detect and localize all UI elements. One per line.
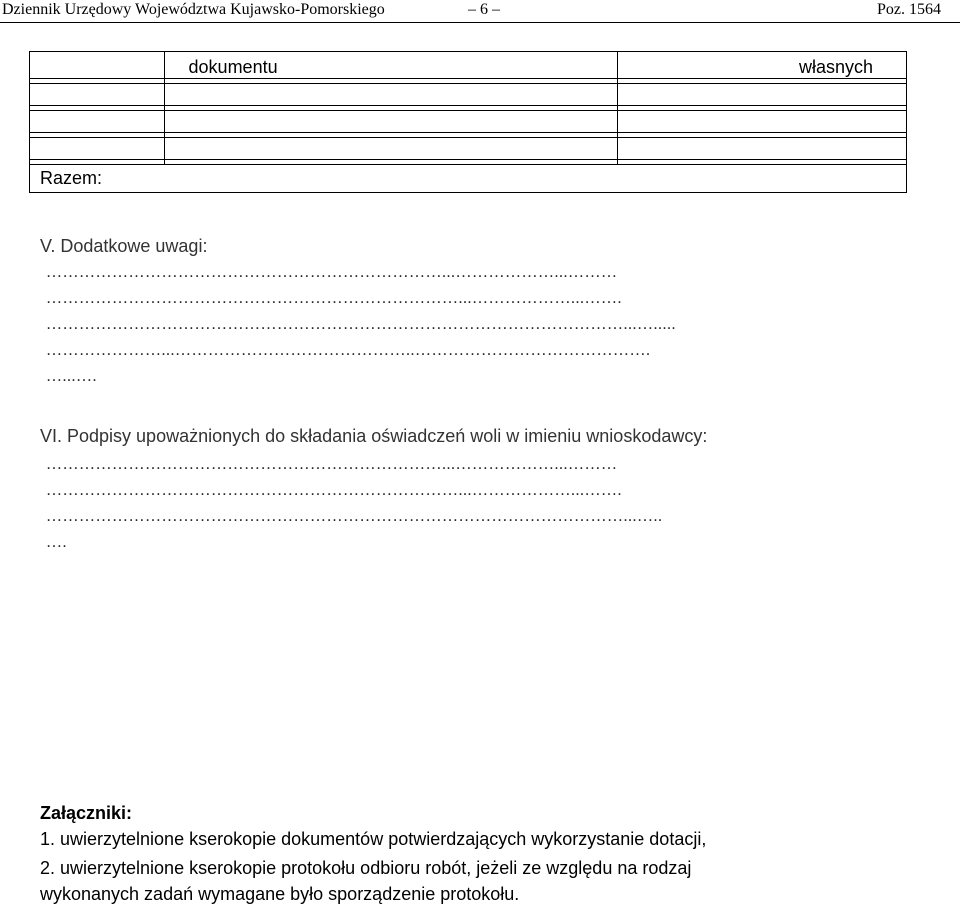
attachment-item: 1. uwierzytelnione kserokopie dokumentów potwierdzających wykorzystanie dotacji, [40,829,707,849]
remarks-line: …...…. [46,368,97,385]
table-row [30,84,907,106]
journal-title: Dziennik Urzędowy Województwa Kujawsko-Pomorskiego [2,1,385,18]
table-row [30,138,907,160]
remarks-line: ………………………………………………………………...………………...……… [46,264,618,281]
header-cell-own: własnych [617,52,906,79]
page-header [0,0,960,23]
section-6-title: VI. Podpisy upoważnionych do składania oświadczeń woli w imieniu wnioskodawcy: [40,426,708,446]
remarks-line: ……………………………………………………………………………………………...…..... [46,316,676,333]
table-header-row [30,52,907,79]
section-5-title: V. Dodatkowe uwagi: [40,236,208,256]
signature-line: ……………………………………………………………………………………………...….. [46,508,663,525]
header-cell-1 [30,52,165,79]
expense-table [29,51,907,193]
signature-line: …. [46,534,67,551]
page-number: – 6 – [468,1,500,18]
attachment-item-continuation: wykonanych zadań wymagane było sporządzenie protokołu. [40,884,520,904]
table-total-row [30,165,907,193]
signature-line: …………………………………………………………………...………………...……. [46,482,622,499]
total-label: Razem: [30,165,907,193]
signature-line: ………………………………………………………………...………………...……… [46,456,618,473]
table-row [30,111,907,133]
attachment-item: 2. uwierzytelnione kserokopie protokołu odbioru robót, jeżeli ze względu na rodzaj [40,858,692,878]
position-number: Poz. 1564 [877,1,941,18]
remarks-line: …………………………………………………………………...………………...……. [46,290,622,307]
remarks-line: …………………...……………………………………..……………………………………. [46,342,651,359]
attachments-title: Załączniki: [40,803,133,823]
header-cell-document: dokumentu [164,52,617,79]
